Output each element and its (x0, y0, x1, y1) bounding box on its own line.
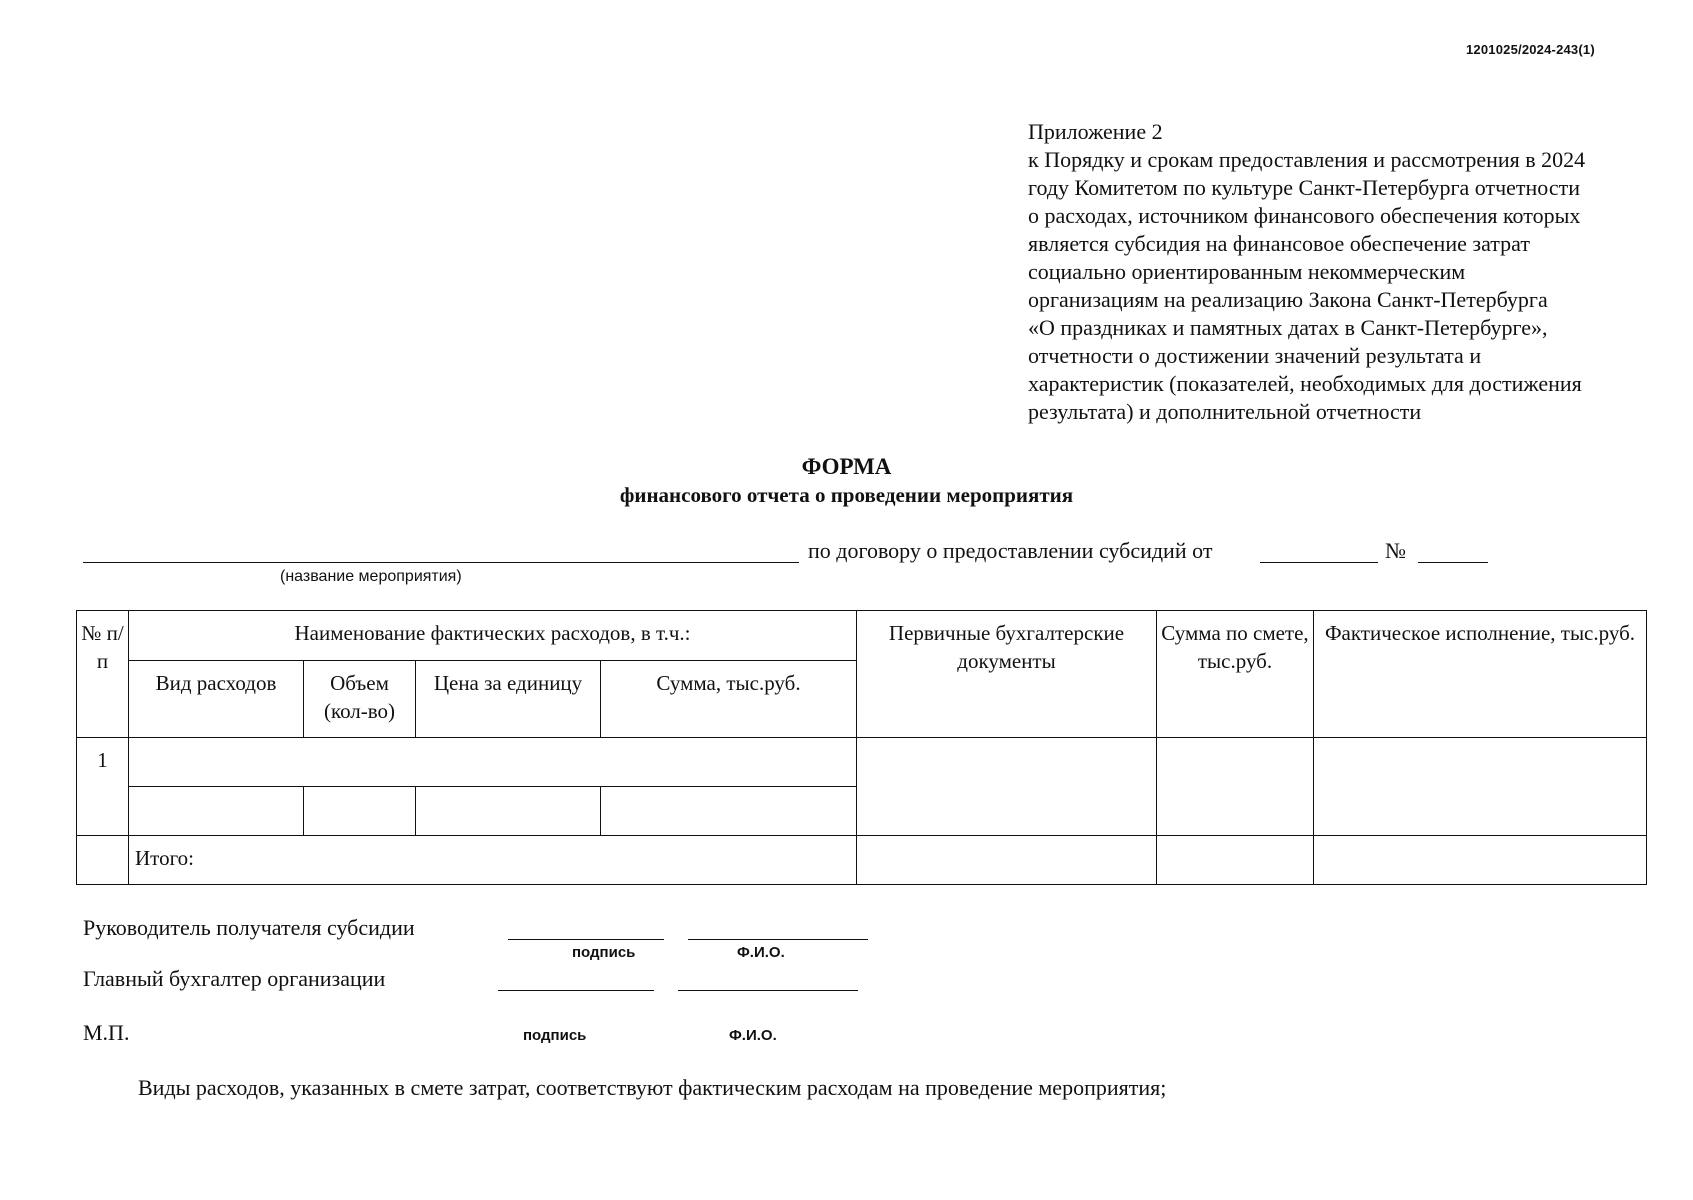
head-signature-caption: подпись (572, 944, 636, 961)
appendix-line: социально ориентированным некоммерческим (1028, 259, 1466, 284)
appendix-line: Приложение 2 (1028, 119, 1163, 144)
footer-note: Виды расходов, указанных в смете затрат, соответствуют фактическим расходам на проведение мероприятия; (138, 1075, 1167, 1100)
appendix-line: о расходах, источником финансового обеспечения которых (1028, 203, 1581, 228)
header-docs: Первичные бухгалтерские документы (857, 611, 1157, 738)
event-name-caption: (название мероприятия) (280, 568, 462, 585)
appendix-line: характеристик (показателей, необходимых для достижения (1028, 371, 1582, 396)
event-name-blank[interactable] (83, 562, 799, 563)
total-num-cell (77, 836, 129, 885)
total-docs-cell[interactable] (857, 836, 1157, 885)
total-actual-cell[interactable] (1314, 836, 1647, 885)
accountant-signature-caption: подпись (523, 1027, 587, 1044)
row-sum-cell[interactable] (601, 787, 857, 836)
header-num: № п/п (77, 611, 129, 738)
appendix-line: отчетности о достижении значений результата и (1028, 343, 1482, 368)
accountant-label: Главный бухгалтер организации (83, 966, 386, 991)
contract-number-blank[interactable] (1418, 562, 1488, 563)
row-volume-cell[interactable] (304, 787, 416, 836)
total-label: Итого: (129, 836, 857, 885)
form-title: ФОРМА (801, 454, 892, 479)
document-id: 1201025/2024-243(1) (1466, 42, 1595, 57)
appendix-line: является субсидия на финансовое обеспечение затрат (1028, 231, 1530, 256)
head-signature-blank[interactable] (508, 939, 664, 940)
head-label: Руководитель получателя субсидии (83, 915, 415, 940)
appendix-line: к Порядку и срокам предоставления и рассмотрения в 2024 (1028, 147, 1586, 172)
form-subtitle: финансового отчета о проведении мероприятия (619, 483, 1074, 507)
header-estimate: Сумма по смете, тыс.руб. (1157, 611, 1314, 738)
appendix-line: организациям на реализацию Закона Санкт-Петербурга (1028, 287, 1548, 312)
header-actual: Фактическое исполнение, тыс.руб. (1314, 611, 1647, 738)
head-name-caption: Ф.И.О. (737, 944, 785, 961)
row-expense-name-cell[interactable] (129, 738, 857, 787)
appendix-line: результата) и дополнительной отчетности (1028, 399, 1422, 424)
row-docs-cell[interactable] (857, 738, 1157, 836)
contract-date-blank[interactable] (1260, 562, 1378, 563)
accountant-signature-blank[interactable] (498, 990, 654, 991)
appendix-line: году Комитетом по культуре Санкт-Петербурга отчетности (1028, 175, 1581, 200)
expense-table (76, 610, 1647, 885)
row-estimate-cell[interactable] (1157, 738, 1314, 836)
header-expenses-group: Наименование фактических расходов, в т.ч.: (129, 611, 857, 661)
row-type-cell[interactable] (129, 787, 304, 836)
number-sign: № (1385, 538, 1406, 563)
header-volume: Объем (кол-во) (304, 661, 416, 738)
contract-text: по договору о предоставлении субсидий от (808, 538, 1213, 563)
accountant-name-blank[interactable] (678, 990, 858, 991)
head-name-blank[interactable] (688, 939, 868, 940)
accountant-name-caption: Ф.И.О. (729, 1027, 777, 1044)
header-price: Цена за единицу (416, 661, 601, 738)
row-price-cell[interactable] (416, 787, 601, 836)
row-actual-cell[interactable] (1314, 738, 1647, 836)
header-sum: Сумма, тыс.руб. (601, 661, 857, 738)
total-estimate-cell[interactable] (1157, 836, 1314, 885)
stamp-label: М.П. (83, 1020, 130, 1045)
row-num: 1 (77, 738, 129, 836)
appendix-header (1028, 118, 1668, 426)
header-type: Вид расходов (129, 661, 304, 738)
appendix-line: «О праздниках и памятных датах в Санкт-Петербурге», (1028, 315, 1548, 340)
